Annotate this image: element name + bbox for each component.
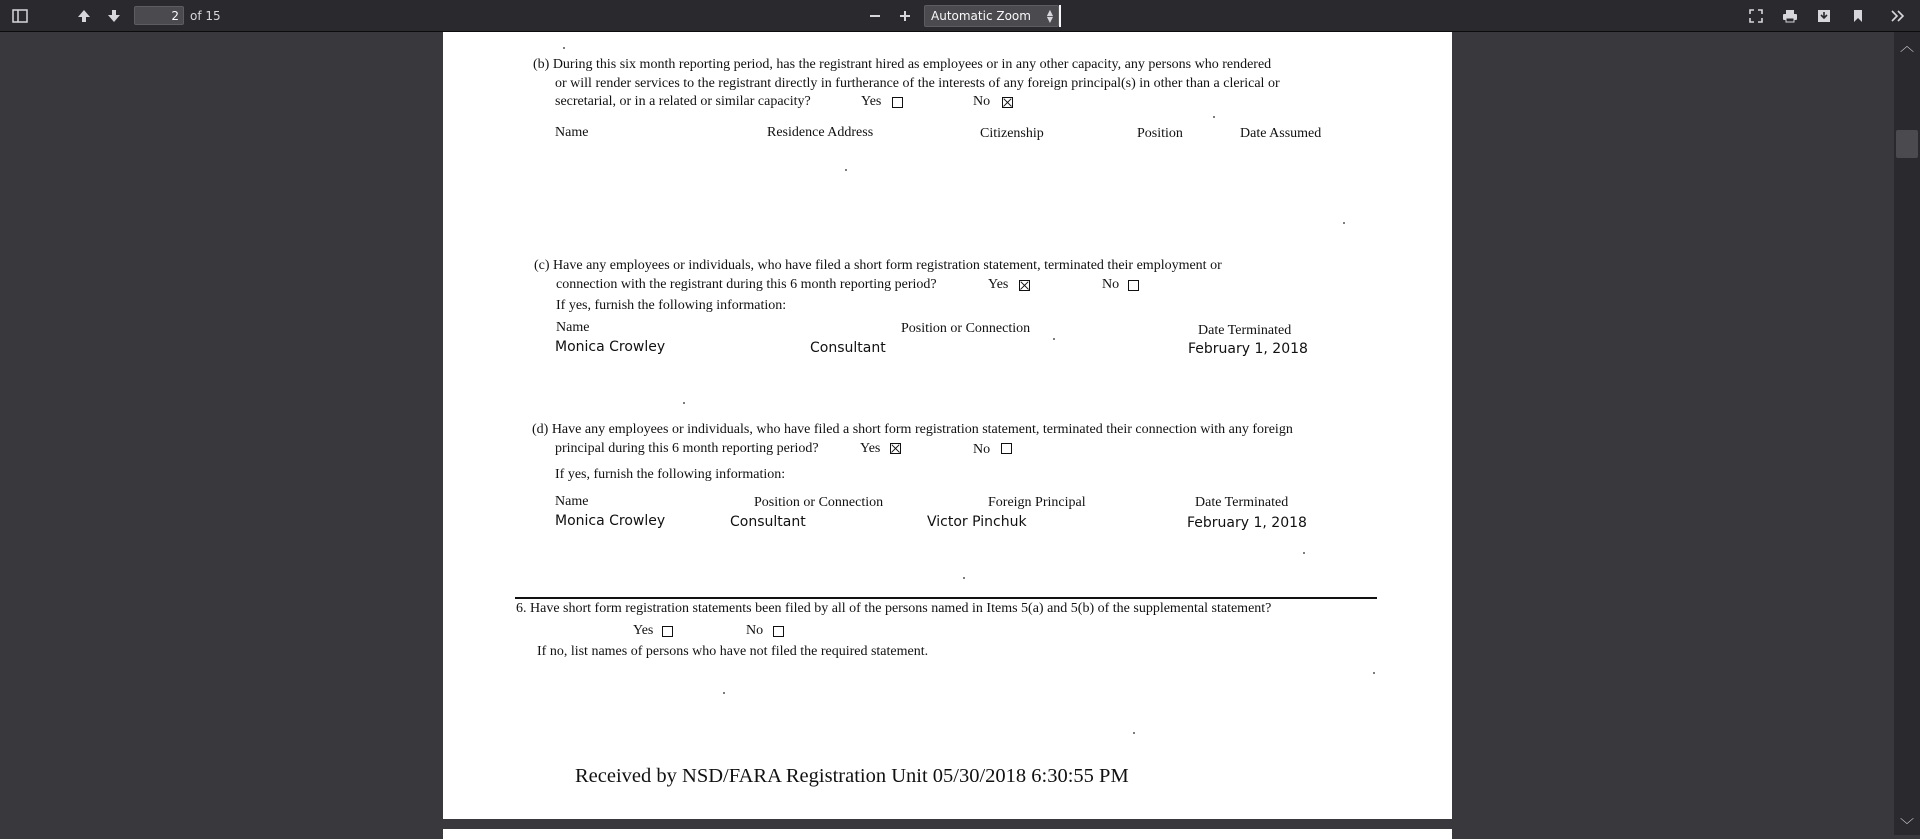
b-yes-label: Yes <box>861 94 882 109</box>
question-c-line1: (c) Have any employees or individuals, who have filed a short form registration statement, terminated their employment or <box>534 258 1222 273</box>
d-row-date: February 1, 2018 <box>1187 515 1307 531</box>
scrollbar-thumb[interactable] <box>1896 130 1918 158</box>
c-instruction: If yes, furnish the following information: <box>556 298 787 313</box>
question-d-line2: principal during this 6 month reporting period? <box>555 441 819 456</box>
c-row-name: Monica Crowley <box>555 339 666 355</box>
q6-no-label: No <box>746 623 764 638</box>
previous-page-icon[interactable] <box>70 4 98 28</box>
bookmark-icon[interactable] <box>1844 4 1872 28</box>
b-header-residence: Residence Address <box>767 125 874 140</box>
d-instruction: If yes, furnish the following information: <box>555 467 786 482</box>
next-page-icon[interactable] <box>100 4 128 28</box>
b-no-label: No <box>973 94 991 109</box>
scan-speck <box>1053 338 1055 340</box>
d-header-position: Position or Connection <box>754 495 884 510</box>
select-arrows-icon: ▲ ▼ <box>1046 8 1053 24</box>
zoom-in-icon[interactable] <box>891 4 919 28</box>
scan-speck <box>1213 116 1215 118</box>
q6-instruction: If no, list names of persons who have not filed the required statement. <box>537 644 929 659</box>
next-pdf-page <box>443 829 1452 839</box>
vertical-scrollbar[interactable] <box>1894 32 1920 835</box>
d-no-label: No <box>973 442 991 457</box>
d-row-position: Consultant <box>730 514 806 530</box>
question-b-line2: or will render services to the registrant directly in furtherance of the interests of any foreign principal(s) in other than a clerical or <box>555 76 1280 91</box>
text-cursor <box>1059 5 1061 27</box>
download-icon[interactable] <box>1810 4 1838 28</box>
scan-speck <box>563 47 565 49</box>
scroll-up-icon[interactable]: ︿ <box>1900 39 1914 55</box>
d-header-principal: Foreign Principal <box>988 495 1086 510</box>
page-count-label: of 15 <box>190 9 221 23</box>
c-header-position: Position or Connection <box>901 321 1031 336</box>
c-row-position: Consultant <box>810 340 886 356</box>
scroll-down-icon[interactable]: ﹀ <box>1900 818 1914 834</box>
scan-speck <box>1303 552 1305 554</box>
d-row-principal: Victor Pinchuk <box>927 514 1027 530</box>
received-stamp: Received by NSD/FARA Registration Unit 05/30/2018 6:30:55 PM <box>575 765 1129 787</box>
question-b-line1: (b) During this six month reporting period, has the registrant hired as employees or in any other capacity, any persons who rendered <box>533 57 1272 72</box>
print-icon[interactable] <box>1776 4 1804 28</box>
d-header-name: Name <box>555 494 589 509</box>
scan-speck <box>723 692 725 694</box>
c-yes-label: Yes <box>988 277 1009 292</box>
zoom-select[interactable] <box>924 5 1059 27</box>
c-yes-checkbox-checked <box>1019 280 1030 291</box>
b-header-name: Name <box>555 125 589 140</box>
pdf-page <box>443 32 1452 819</box>
scan-speck <box>1133 732 1135 734</box>
c-header-name: Name <box>556 320 590 335</box>
question-d-line1: (d) Have any employees or individuals, who have filed a short form registration statement, terminated their connection with any foreign <box>532 422 1293 437</box>
tools-menu-icon[interactable] <box>1884 4 1912 28</box>
b-header-citizenship: Citizenship <box>980 126 1044 141</box>
q6-yes-label: Yes <box>633 623 654 638</box>
b-yes-checkbox <box>892 97 903 108</box>
d-yes-label: Yes <box>860 441 881 456</box>
c-header-date: Date Terminated <box>1198 323 1292 338</box>
d-yes-checkbox-checked <box>890 443 901 454</box>
pdf-toolbar <box>0 0 1920 32</box>
c-row-date: February 1, 2018 <box>1188 341 1308 357</box>
section-divider <box>515 597 1377 599</box>
b-header-position: Position <box>1137 126 1183 141</box>
question-b-line3: secretarial, or in a related or similar capacity? <box>555 94 811 109</box>
question-6: 6. Have short form registration statements been filed by all of the persons named in Items 5(a) and 5(b) of the supplemental statement? <box>516 601 1272 616</box>
d-no-checkbox <box>1001 443 1012 454</box>
question-c-line2: connection with the registrant during this 6 month reporting period? <box>556 277 937 292</box>
b-no-checkbox-checked <box>1002 97 1013 108</box>
scan-speck <box>1343 222 1345 224</box>
page-number-input[interactable] <box>134 6 184 25</box>
c-no-checkbox <box>1128 280 1139 291</box>
b-header-date-assumed: Date Assumed <box>1240 126 1322 141</box>
q6-yes-checkbox <box>662 626 673 637</box>
zoom-value: Automatic Zoom <box>931 9 1031 23</box>
scan-speck <box>683 402 685 404</box>
d-row-name: Monica Crowley <box>555 513 666 529</box>
presentation-mode-icon[interactable] <box>1742 4 1770 28</box>
zoom-out-icon[interactable] <box>861 4 889 28</box>
d-header-date: Date Terminated <box>1195 495 1289 510</box>
q6-no-checkbox <box>773 626 784 637</box>
c-no-label: No <box>1102 277 1120 292</box>
sidebar-toggle-icon[interactable] <box>6 4 34 28</box>
scan-speck <box>1373 672 1375 674</box>
scan-speck <box>963 577 965 579</box>
scan-speck <box>845 169 847 171</box>
